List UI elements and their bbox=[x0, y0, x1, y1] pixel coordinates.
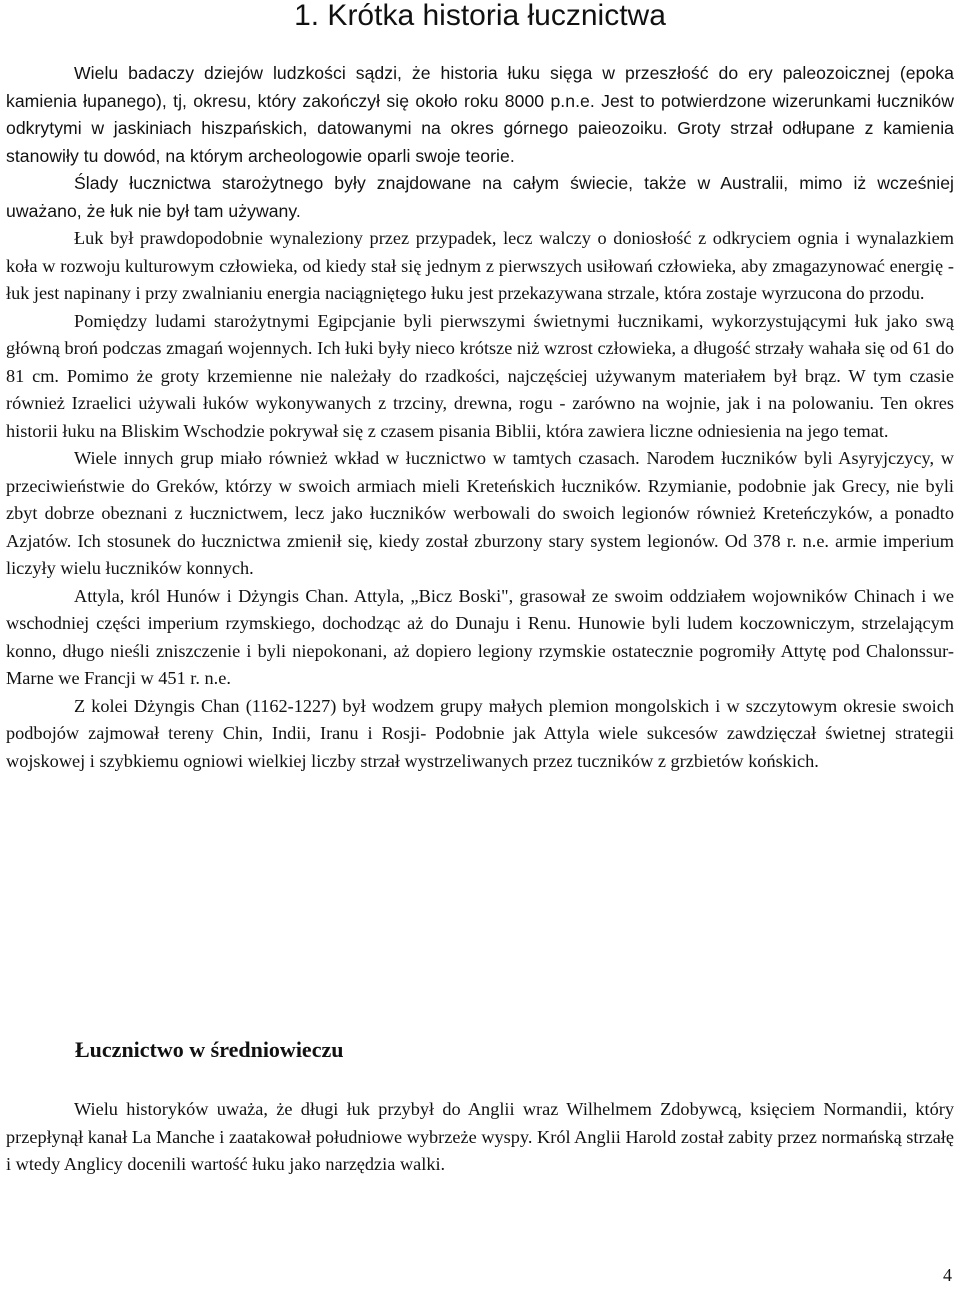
section-heading: Łucznictwo w średniowieczu bbox=[75, 1037, 344, 1062]
paragraph-7: Z kolei Dżyngis Chan (1162-1227) był wodzem grupy małych plemion mongolskich i w szczytowym okresie swoich podbojów zajmował tereny Chin, Indii, Iranu i Rosji- Podobnie jak Attyla wiele sukcesów zawdzięczał świetnej strategii wojskowej i szybkiemu ogniowi wielkiej liczby strzał wystrzeliwanych przez tuczników z grzbietów końskich. bbox=[6, 695, 954, 771]
paragraph-3: Łuk był prawdopodobnie wynaleziony przez przypadek, lecz walczy o doniosłość z odkryciem ognia i wynalazkiem koła w rozwoju kulturowym człowieka, od kiedy stał się jednym z pierwszych usiłowań człowieka, aby zmagazynować energię - łuk jest napinany i przy zwalnianiu energia naciągniętego łuku jest przekazywana strzale, która zostaje wyrzucona do przodu. bbox=[6, 228, 954, 303]
section-text bbox=[6, 1096, 954, 1179]
paragraph-5: Wiele innych grup miało również wkład w łucznictwo w tamtych czasach. Narodem łuczników byli Asyryjczycy, w przeciwieństwie do Greków, którzy w swoich armiach mieli Kreteńskich łuczników. Rzymianie, podobnie jak Grecy, nie byli zbyt dobrze obeznani z łucznictwem, lecz jako łuczników werbowali do swoich legionów również Kreteńczyków, a ponadto Azjatów. Ich stosunek do łucznictwa zmienił się, kiedy został zburzony stary system legionów. Od 378 r. n.e. armie imperium liczyły wielu łuczników konnych. bbox=[6, 448, 954, 578]
section-paragraph-1: Wielu historyków uważa, że długi łuk przybył do Anglii wraz Wilhelmem Zdobywcą, księciem Normandii, który przepłynął kanał La Manche i zaatakował południowe wybrzeże wyspy. Król Anglii Harold został zabity przez normańską strzałę i wtedy Anglicy docenili wartość łuku jako narzędzia walki. bbox=[6, 1099, 954, 1174]
paragraph-1: Wielu badaczy dziejów ludzkości sądzi, że historia łuku sięga w przeszłość do ery paleozoicznej (epoka kamienia łupanego), tj, okresu, który zakończył się około roku 8000 p.n.e. Jest to potwierdzone wizerunkami łuczników odkrytymi w jaskiniach hiszpańskich, datowanymi na okres górnego paieozoiku. Groty strzał odłupane z kamienia stanowiły tu dowód, na którym archeologowie oparli swoje teorie. bbox=[6, 63, 954, 166]
paragraph-2: Ślady łucznictwa starożytnego były znajdowane na całym świecie, także w Australii, mimo iż wcześniej uważano, że łuk nie był tam używany. bbox=[6, 173, 954, 221]
page-title: 1. Krótka historia łucznictwa bbox=[294, 0, 666, 32]
paragraph-4: Pomiędzy ludami starożytnymi Egipcjanie byli pierwszymi świetnymi łucznikami, wykorzystującymi łuk jako swą główną broń podczas zmagań wojennych. Ich łuki były nieco krótsze niż wzrost człowieka, a długość strzały wahała się od 61 do 81 cm. Pomimo że groty krzemienne nie należały do rzadkości, najczęściej używanym materiałem był brąz. W tym czasie również Izraelici używali łuków wykonywanych z trzciny, drewna, rogu - zarówno na wojnie, jak i na polowaniu. Ten okres historii łuku na Bliskim Wschodzie pokrywał się z czasem pisania Biblii, która zawiera liczne odniesienia na jego temat. bbox=[6, 310, 954, 441]
paragraph-6: Attyla, król Hunów i Dżyngis Chan. Attyla, „Bicz Boski", grasował ze swoim oddziałem wojowników Chinach i we wschodniej części imperium rzymskiego, dochodząc aż do Dunaju i Renu. Hunowie byli ludem koczowniczym, strzelającym konno, długo nieśli zniszczenie i byli niepokonani, aż dopiero legiony rzymskie ostatecznie pogromiły Attytę pod Chalonssur-Marne we Francji w 451 r. n.e. bbox=[6, 585, 954, 688]
main-text bbox=[6, 60, 954, 775]
page-number: 4 bbox=[943, 1265, 952, 1285]
